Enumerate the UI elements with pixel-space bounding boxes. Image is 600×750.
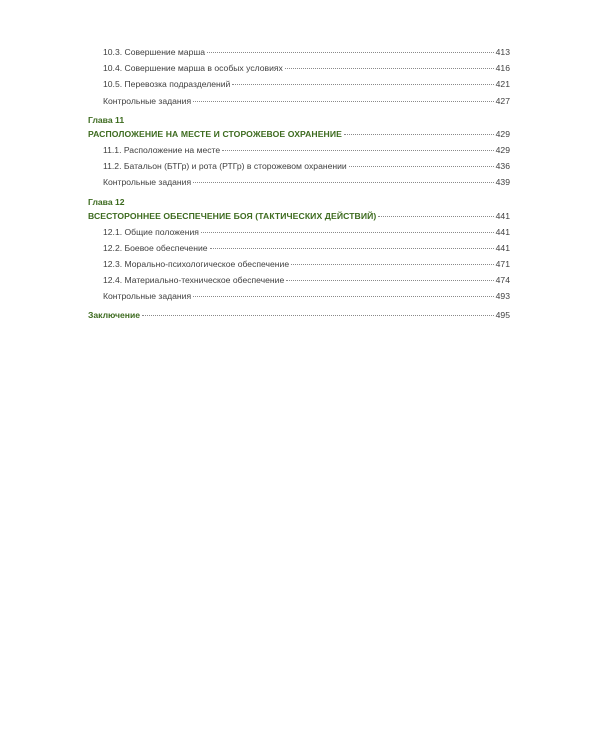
toc-entry-page: 416 <box>495 63 510 74</box>
chapter-heading-12[interactable] <box>88 208 510 224</box>
toc-entry-page: 429 <box>495 144 510 155</box>
toc-entry-10-4[interactable] <box>88 60 510 76</box>
toc-entry-title: 11.1. Расположение на месте <box>103 144 221 155</box>
toc-entry-page: 439 <box>495 177 510 188</box>
dot-leader <box>291 264 494 265</box>
chapter-page: 441 <box>495 210 510 221</box>
chapter-title: РАСПОЛОЖЕНИЕ НА МЕСТЕ И СТОРОЖЕВОЕ ОХРАНЕНИЕ <box>88 128 342 139</box>
toc-entry-title: Контрольные задания <box>103 95 192 106</box>
toc-entry-page: 413 <box>495 47 510 57</box>
chapter-label-12: Глава 12 <box>88 196 125 207</box>
toc-entry-11-control[interactable] <box>88 174 510 190</box>
toc-entry-page: 493 <box>495 291 510 302</box>
toc-entry-title: 12.4. Материально-техническое обеспечение <box>103 275 285 286</box>
dot-leader <box>193 182 494 183</box>
chapter-label-11: Глава 11 <box>88 114 125 125</box>
chapter-title: ВСЕСТОРОННЕЕ ОБЕСПЕЧЕНИЕ БОЯ (ТАКТИЧЕСКИХ ДЕЙСТВИЙ) <box>88 210 377 221</box>
toc-entry-title: 12.3. Морально-психологическое обеспечение <box>103 259 290 270</box>
toc-entry-title: 12.2. Боевое обеспечение <box>103 242 208 253</box>
toc-entry-title: Контрольные задания <box>103 291 192 302</box>
toc-entry-12-control[interactable] <box>88 288 510 304</box>
conclusion-page: 495 <box>495 309 510 320</box>
toc-entry-page: 421 <box>495 79 510 90</box>
toc-entry-11-1[interactable] <box>88 142 510 158</box>
toc-entry-title: 12.1. Общие положения <box>103 226 199 237</box>
toc-entry-title: Контрольные задания <box>103 177 192 188</box>
toc-entry-10-5[interactable] <box>88 76 510 92</box>
table-of-contents <box>88 44 510 323</box>
toc-entry-conclusion[interactable] <box>88 307 510 323</box>
toc-entry-12-3[interactable] <box>88 256 510 272</box>
dot-leader <box>286 280 493 281</box>
dot-leader <box>207 52 494 53</box>
toc-entry-12-4[interactable] <box>88 272 510 288</box>
dot-leader <box>285 68 494 69</box>
toc-entry-10-control[interactable] <box>88 93 510 109</box>
toc-entry-11-2[interactable] <box>88 158 510 174</box>
dot-leader <box>222 150 493 151</box>
dot-leader <box>193 101 494 102</box>
chapter-heading-11[interactable] <box>88 126 510 142</box>
toc-entry-title: 10.3. Совершение марша <box>103 47 206 57</box>
toc-entry-page: 436 <box>495 161 510 172</box>
dot-leader <box>142 315 494 316</box>
dot-leader <box>210 248 494 249</box>
chapter-page: 429 <box>495 128 510 139</box>
conclusion-title: Заключение <box>88 309 141 320</box>
toc-entry-title: 11.2. Батальон (БТГр) и рота (РТГр) в сторожевом охранении <box>103 161 347 172</box>
toc-entry-10-3[interactable] <box>88 44 510 60</box>
dot-leader <box>378 216 493 217</box>
dot-leader <box>344 134 494 135</box>
toc-entry-page: 441 <box>495 242 510 253</box>
dot-leader <box>349 166 494 167</box>
toc-entry-page: 441 <box>495 226 510 237</box>
toc-entry-page: 471 <box>495 259 510 270</box>
dot-leader <box>201 232 494 233</box>
dot-leader <box>193 296 494 297</box>
dot-leader <box>232 84 493 85</box>
toc-entry-12-1[interactable] <box>88 224 510 240</box>
toc-entry-title: 10.5. Перевозка подразделений <box>103 79 231 90</box>
toc-entry-title: 10.4. Совершение марша в особых условиях <box>103 63 283 74</box>
toc-entry-12-2[interactable] <box>88 240 510 256</box>
toc-entry-page: 474 <box>495 275 510 286</box>
toc-entry-page: 427 <box>495 95 510 106</box>
